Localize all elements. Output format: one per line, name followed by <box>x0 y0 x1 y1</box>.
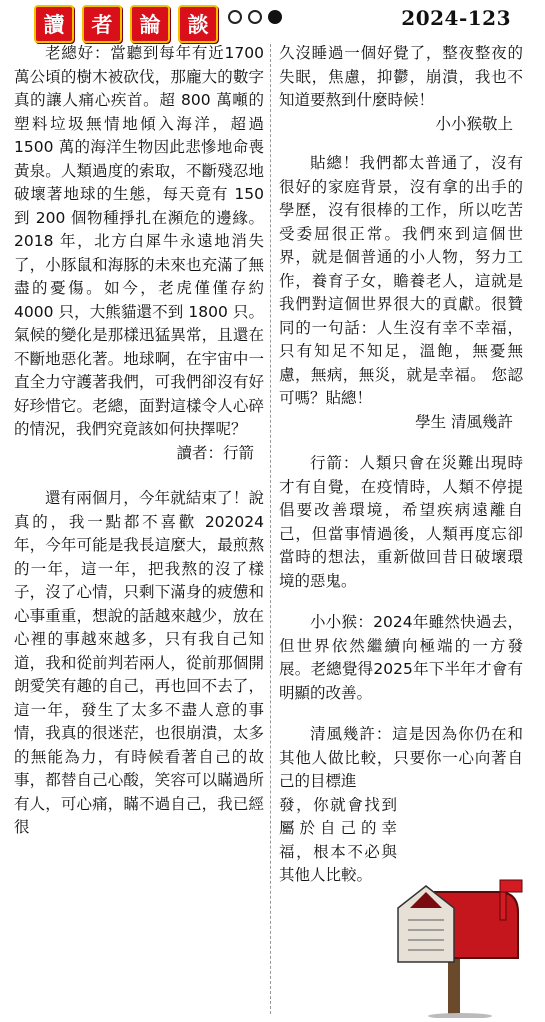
title-badge <box>130 5 170 43</box>
editor-reply-3: 清風幾許：這是因為你仍在和其他人做比較，只要你一心向著自己的目標進 <box>279 725 523 790</box>
mailbox-illustration <box>390 878 530 1018</box>
title-char: 論 <box>139 13 161 37</box>
reader-letter-2-continued: 久沒睡過一個好覺了，整夜整夜的失眠，焦慮，抑鬱，崩潰，我也不知道要熬到什麼時候！ <box>279 44 523 109</box>
editor-reply-1: 行箭：人類只會在災難出現時才有自覺，在疫情時，人類不停提倡要改善環境，希望疾病遠離自己，但當事情過後，人類再度忘卻當時的想法，重新做回昔日破壞環境的惡鬼。 <box>279 454 523 590</box>
letter-1-signature: 讀者：行箭 <box>176 443 254 462</box>
mailbox-flag <box>500 880 522 892</box>
reader-letter-3: 貼總！我們都太普通了，沒有很好的家庭背景，沒有拿的出手的學歷，沒有很棒的工作，所以吃苦受委屈很正常。我們來到這個世界，就是個普通的小人物，努力工作，養育子女，贍養老人，這就是我們對這個世界很大的貢獻。很贊同的一句話：人生沒有幸不幸福，只有知足不知足，溫飽，無憂無慮，無病，無災，就是幸福。 您認可嗎？貼總！ <box>279 154 523 407</box>
title-char: 者 <box>91 13 113 37</box>
editor-reply-3-continued: 發，你就會找到屬於自己的幸福，根本不必與其他人比較。 <box>279 795 397 884</box>
column-divider <box>270 44 271 1014</box>
letter-2-signature: 小小猴敬上 <box>435 114 513 133</box>
title-badge <box>34 5 74 43</box>
title-char: 談 <box>187 13 209 37</box>
header <box>0 0 545 40</box>
left-column <box>14 42 264 840</box>
editor-reply-2: 小小猴：2024年雖然快過去，但世界依然繼續向極端的一方發展。老總覺得2025年下半年才會有明顯的改善。 <box>279 613 523 702</box>
reader-letter-2: 還有兩個月，今年就結束了！說真的，我一點都不喜歡 202024年，今年可能是我長這麼大，最煎熬的一年，這一年，把我熬的沒了樣子，沒了心情，只剩下滿身的疲憊和心事重重，想說的話越來越少，放在心裡的事越來越多，只有我自己知道，我和從前判若兩人，從前那個開朗愛笑有趣的自己，再也回不去了，這一年，發生了太多不盡人意的事情，我真的很迷茫，也很崩潰，太多的無能為力，有時候看著自己的故事，都替自己心酸，笑容可以瞞過所有人，可心痛，瞞不過自己，我已經很 <box>14 489 264 836</box>
issue-number: 2024-123 <box>401 6 511 30</box>
filled-dot-icon <box>268 10 282 24</box>
mailbox-shadow <box>428 1013 492 1018</box>
letter-3-signature: 學生 清風幾許 <box>415 412 513 431</box>
reader-letter-1: 老總好：當聽到每年有近1700 萬公頃的樹木被砍伐，那龐大的數字真的讓人痛心疾首。超 800 萬噸的塑料垃圾無情地傾入海洋，超過 1500 萬的海洋生物因此悲慘地命喪黃泉。人類過度的索取，不斷殘忍地破壞著地球的生態，每天竟有 150 到 200 個物種掙扎在瀕危的邊緣。2018 年，北方白犀牛永遠地消失了，小豚鼠和海豚的未來也充滿了無盡的憂傷。如今，老虎僅僅存約 4000 只，大熊貓還不到 1800 只。氣候的變化是那樣迅猛異常，且還在不斷地惡化著。地球啊，在宇宙中一直全力守護著我們，可我們卻沒有好好珍惜它。老總，面對這樣令人心碎的情況，我們究竟該如何抉擇呢？ <box>14 44 264 438</box>
title-char: 讀 <box>43 13 65 37</box>
mailbox-post <box>448 956 460 1018</box>
empty-dot-icon <box>248 10 262 24</box>
right-column <box>279 42 523 888</box>
empty-dot-icon <box>228 10 242 24</box>
title-badge <box>82 5 122 43</box>
title-badge <box>178 5 218 43</box>
